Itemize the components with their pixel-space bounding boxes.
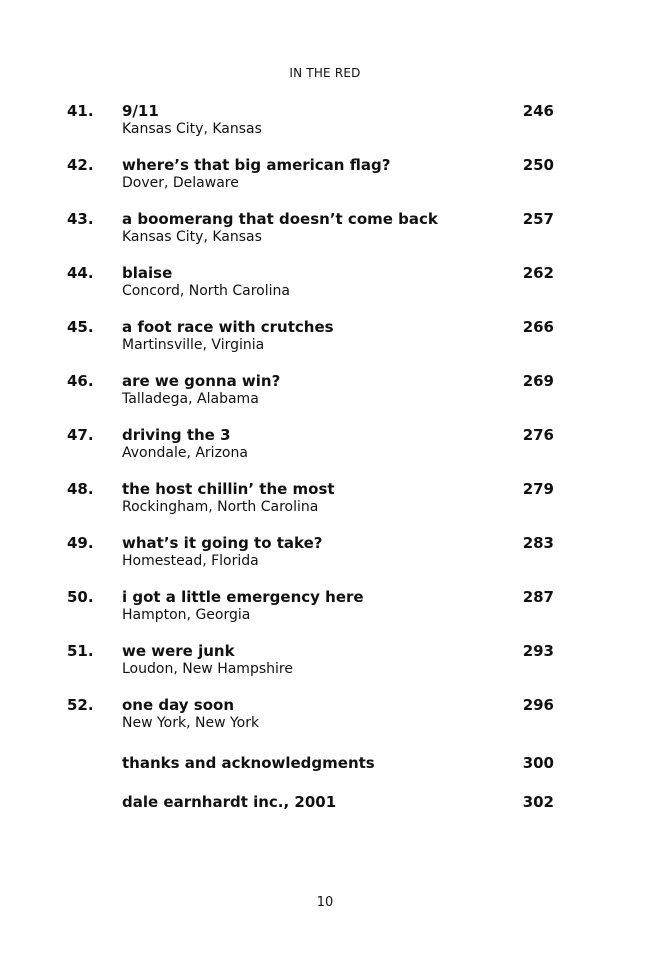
toc-entry (0, 262, 650, 316)
chapter-number: 52. (67, 696, 94, 714)
toc-entry-back-matter (0, 791, 650, 830)
chapter-number: 49. (67, 534, 94, 552)
chapter-title: blaise (122, 264, 173, 282)
toc-entry (0, 694, 650, 748)
chapter-title: are we gonna win? (122, 372, 281, 390)
chapter-title: we were junk (122, 642, 235, 660)
toc-entry (0, 424, 650, 478)
toc-entry (0, 316, 650, 370)
toc-entry (0, 532, 650, 586)
chapter-page: 262 (522, 264, 554, 282)
chapter-page: 269 (522, 372, 554, 390)
chapter-location: Loudon, New Hampshire (122, 661, 293, 677)
toc-entry (0, 208, 650, 262)
chapter-title: the host chillin’ the most (122, 480, 335, 498)
chapter-title: driving the 3 (122, 426, 231, 444)
chapter-page: 279 (522, 480, 554, 498)
running-head: IN THE RED (289, 66, 361, 80)
chapter-page: 266 (522, 318, 554, 336)
chapter-page: 246 (522, 102, 554, 120)
page-number: 10 (316, 895, 334, 910)
chapter-page: 293 (522, 642, 554, 660)
chapter-title: i got a little emergency here (122, 588, 364, 606)
chapter-location: Avondale, Arizona (122, 445, 248, 461)
chapter-number: 42. (67, 156, 94, 174)
toc-entry (0, 586, 650, 640)
chapter-number: 51. (67, 642, 94, 660)
chapter-number: 43. (67, 210, 94, 228)
chapter-number: 46. (67, 372, 94, 390)
table-of-contents (0, 100, 650, 830)
toc-entry (0, 370, 650, 424)
chapter-title: a boomerang that doesn’t come back (122, 210, 438, 228)
chapter-location: Martinsville, Virginia (122, 337, 265, 353)
section-title: thanks and acknowledgments (122, 754, 375, 772)
chapter-location: Concord, North Carolina (122, 283, 290, 299)
chapter-location: Kansas City, Kansas (122, 121, 262, 137)
chapter-number: 44. (67, 264, 94, 282)
toc-entry-back-matter (0, 752, 650, 791)
chapter-page: 276 (522, 426, 554, 444)
chapter-page: 283 (522, 534, 554, 552)
chapter-page: 296 (522, 696, 554, 714)
chapter-page: 250 (522, 156, 554, 174)
chapter-title: one day soon (122, 696, 234, 714)
chapter-location: Homestead, Florida (122, 553, 259, 569)
toc-entry (0, 100, 650, 154)
chapter-number: 47. (67, 426, 94, 444)
chapter-title: what’s it going to take? (122, 534, 323, 552)
chapter-title: where’s that big american flag? (122, 156, 391, 174)
chapter-location: New York, New York (122, 715, 260, 731)
chapter-title: a foot race with crutches (122, 318, 334, 336)
toc-entry (0, 478, 650, 532)
section-page: 302 (522, 793, 554, 811)
chapter-page: 287 (522, 588, 554, 606)
chapter-number: 50. (67, 588, 94, 606)
chapter-title: 9/11 (122, 102, 159, 120)
chapter-location: Talladega, Alabama (122, 391, 259, 407)
chapter-location: Dover, Delaware (122, 175, 239, 191)
back-matter (0, 752, 650, 830)
chapter-number: 48. (67, 480, 94, 498)
toc-entry (0, 154, 650, 208)
chapter-location: Rockingham, North Carolina (122, 499, 319, 515)
section-page: 300 (522, 754, 554, 772)
chapter-page: 257 (522, 210, 554, 228)
chapter-number: 45. (67, 318, 94, 336)
toc-entry (0, 640, 650, 694)
chapter-number: 41. (67, 102, 94, 120)
chapter-location: Kansas City, Kansas (122, 229, 262, 245)
section-title: dale earnhardt inc., 2001 (122, 793, 337, 811)
chapter-location: Hampton, Georgia (122, 607, 251, 623)
